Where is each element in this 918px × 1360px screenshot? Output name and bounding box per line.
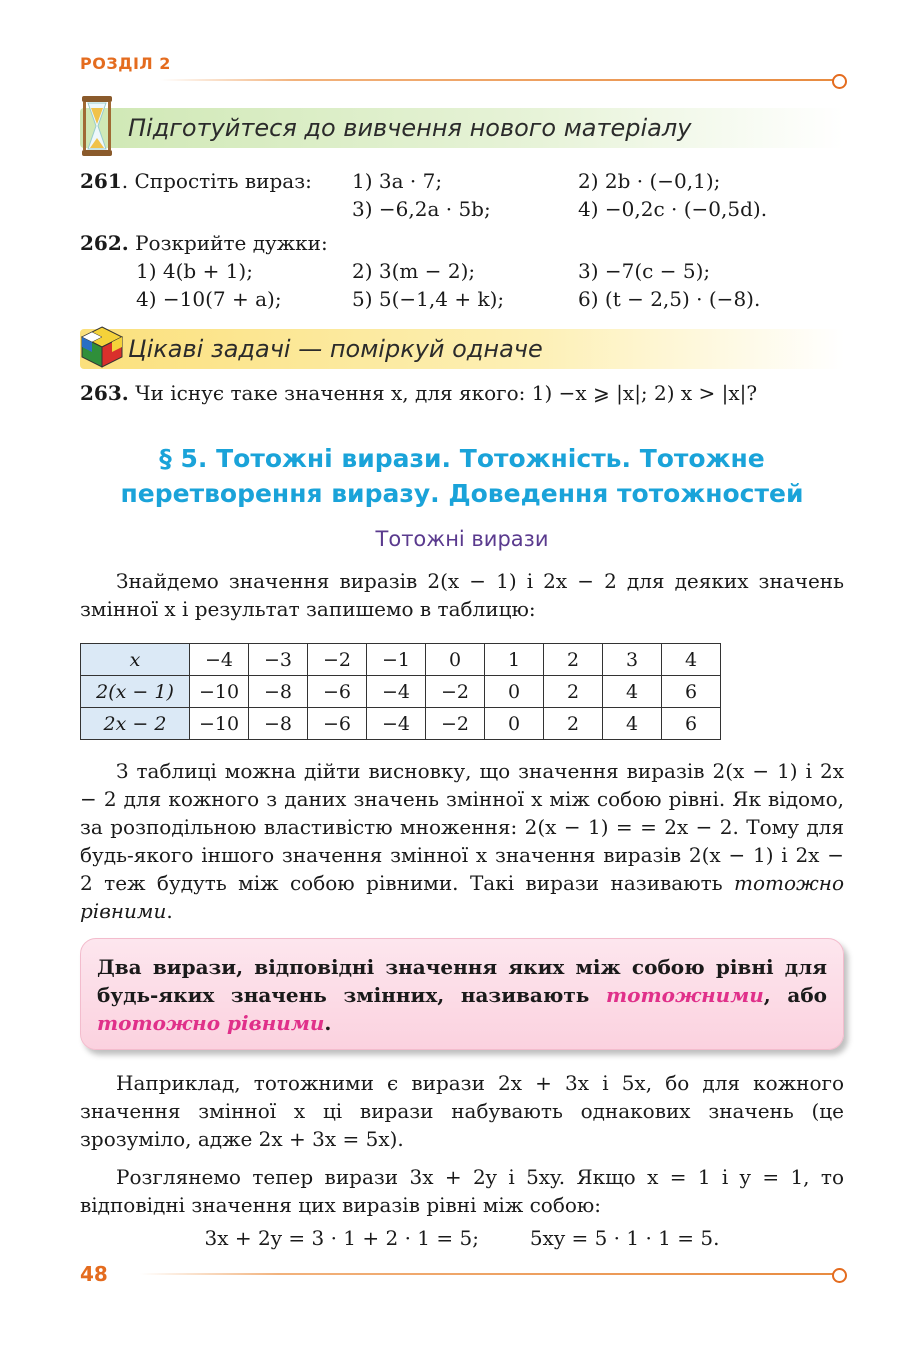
section-title-line-2: перетворення виразу. Доведення тотожностей <box>120 479 804 508</box>
paragraph-example-text: Наприклад, тотожними є вирази 2x + 3x і 5x, бо для кожного значення змінної x ці вирази набувають однакових значень (це зрозуміло, адже 2x + 3x = 5x). <box>80 1071 844 1151</box>
table-cell: 1 <box>485 644 544 676</box>
header-rule-end-icon <box>832 74 847 89</box>
exercise-261-item-3: 3) −6,2a · 5b; <box>352 197 491 221</box>
definition-part-3: . <box>324 1011 332 1035</box>
exercise-text: . Спростіть вираз: <box>121 169 312 193</box>
section-subtitle: Тотожні вирази <box>375 527 549 551</box>
table-cell: −2 <box>426 676 485 708</box>
paragraph-example <box>80 1069 844 1153</box>
table-row-label: x <box>81 644 190 676</box>
table-cell: −8 <box>249 708 308 740</box>
exercise-261 <box>80 167 312 195</box>
exercise-262-item-2: 2) 3(m − 2); <box>352 259 476 283</box>
exercise-261-item-4: 4) −0,2c · (−0,5d). <box>578 197 768 221</box>
banner-prepare <box>80 108 844 148</box>
table-cell: 2 <box>544 708 603 740</box>
table-cell: 0 <box>485 676 544 708</box>
table-cell: −10 <box>190 708 249 740</box>
table-cell: 4 <box>603 708 662 740</box>
table-cell: 2 <box>544 676 603 708</box>
paragraph-conclusion-end: . <box>166 899 173 923</box>
definition-part-2: , або <box>763 983 827 1007</box>
table-cell: −6 <box>308 708 367 740</box>
table-cell: −8 <box>249 676 308 708</box>
exercise-261-item-2: 2) 2b · (−0,1); <box>578 169 721 193</box>
table-cell: −6 <box>308 676 367 708</box>
paragraph-conclusion <box>80 757 844 925</box>
table-row <box>81 676 721 708</box>
footer-rule-end-icon <box>832 1268 847 1283</box>
table-cell: 4 <box>662 644 721 676</box>
table-cell: −1 <box>367 644 426 676</box>
exercise-number: 261 <box>80 169 122 193</box>
header-rule <box>160 79 834 81</box>
paragraph-conclusion-text: З таблиці можна дійти висновку, що значення виразів 2(x − 1) і 2x − 2 для кожного з даних значень змінної x між собою рівні. Як відомо, за розподільною властивістю множення: 2(x − 1) = = 2x − 2. Тому для будь-якого іншого значення змінної x значення виразів 2(x − 1) і 2x − 2 теж будуть між собою рівними. Такі вирази називають <box>80 759 844 895</box>
exercise-number: 263. <box>80 381 129 405</box>
exercise-262 <box>80 229 328 257</box>
definition-term-2: тотожно рівними <box>97 1011 325 1035</box>
exercise-262-item-4: 4) −10(7 + a); <box>136 287 282 311</box>
table-cell: −2 <box>426 708 485 740</box>
exercise-262-item-1: 1) 4(b + 1); <box>136 259 253 283</box>
banner-interesting-text: Цікаві задачі — поміркуй одначе <box>128 335 543 363</box>
table-cell: 0 <box>426 644 485 676</box>
banner-prepare-text: Підготуйтеся до вивчення нового матеріалу <box>128 114 692 142</box>
paragraph-consider-text: Розглянемо тепер вирази 3x + 2y і 5xy. Якщо x = 1 і y = 1, то відповідні значення цих виразів рівні між собою: <box>80 1165 844 1217</box>
definition-box <box>80 938 844 1050</box>
definition-part-1: Два вирази, відповідні значення яких між собою рівні для будь-яких значень змінних, називають <box>97 955 827 1007</box>
table-cell: −3 <box>249 644 308 676</box>
exercise-number: 262. <box>80 231 129 255</box>
table-row <box>81 644 721 676</box>
exercise-262-item-6: 6) (t − 2,5) · (−8). <box>578 287 761 311</box>
banner-interesting <box>80 329 844 369</box>
exercise-text: Чи існує таке значення x, для якого: 1) −x ⩾ |x|; 2) x > |x|? <box>128 381 758 405</box>
table-cell: 3 <box>603 644 662 676</box>
exercise-262-item-3: 3) −7(c − 5); <box>578 259 711 283</box>
table-cell: 6 <box>662 676 721 708</box>
section-label: РОЗДІЛ 2 <box>80 54 171 73</box>
exercise-text: Розкрийте дужки: <box>128 231 328 255</box>
table-row-label: 2x − 2 <box>81 708 190 740</box>
table-row-label: 2(x − 1) <box>81 676 190 708</box>
table-cell: 6 <box>662 708 721 740</box>
exercise-261-item-1: 1) 3a · 7; <box>352 169 443 193</box>
footer-rule <box>140 1273 834 1275</box>
section-title-line-1: § 5. Тотожні вирази. Тотожність. Тотожне <box>159 444 765 473</box>
table-cell: −4 <box>367 676 426 708</box>
definition-term-1: тотожними <box>605 983 764 1007</box>
rubiks-cube-icon <box>80 325 124 369</box>
term-identically-equal: тотожно рівними <box>80 871 844 923</box>
table-cell: 0 <box>485 708 544 740</box>
paragraph-consider <box>80 1163 844 1219</box>
hourglass-icon <box>80 96 114 156</box>
table-cell: −4 <box>190 644 249 676</box>
table-cell: −4 <box>367 708 426 740</box>
table-cell: 4 <box>603 676 662 708</box>
table-cell: −2 <box>308 644 367 676</box>
table-cell: 2 <box>544 644 603 676</box>
paragraph-intro <box>80 567 844 623</box>
exercise-263 <box>80 379 757 407</box>
definition-text <box>97 953 827 1037</box>
page-number: 48 <box>80 1262 108 1286</box>
exercise-262-item-5: 5) 5(−1,4 + k); <box>352 287 505 311</box>
paragraph-intro-text: Знайдемо значення виразів 2(x − 1) і 2x − 2 для деяких значень змінної x і результат запишемо в таблицю: <box>80 569 844 621</box>
formula-line: 3x + 2y = 3 · 1 + 2 · 1 = 5; 5xy = 5 · 1 · 1 = 5. <box>204 1226 720 1250</box>
table-row <box>81 708 721 740</box>
table-cell: −10 <box>190 676 249 708</box>
values-table <box>80 643 721 740</box>
